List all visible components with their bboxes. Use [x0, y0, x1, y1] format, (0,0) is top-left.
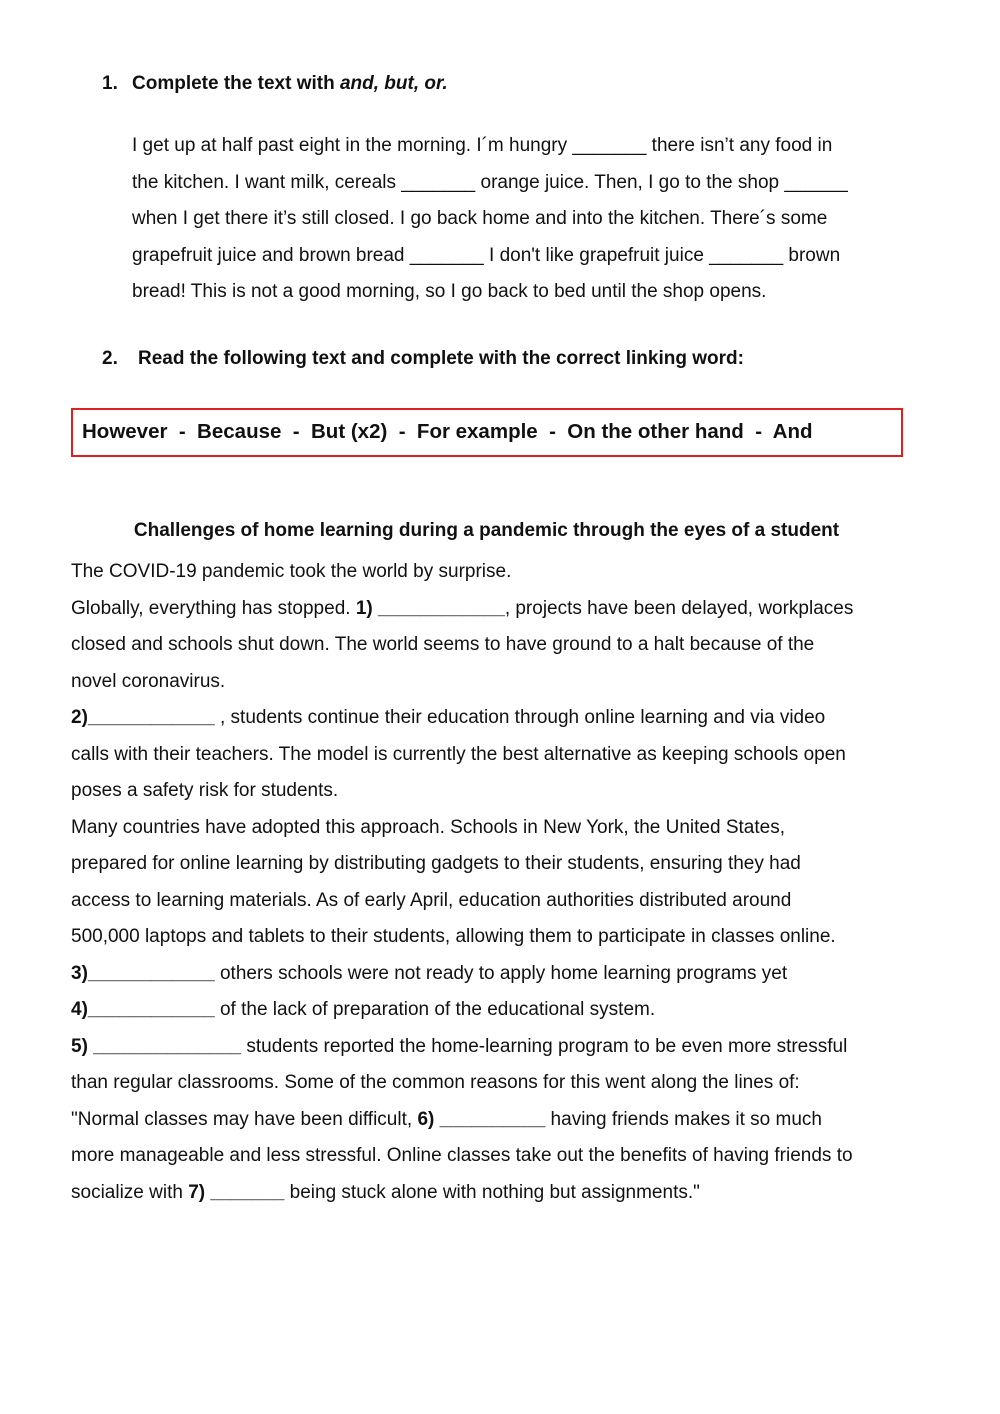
article-line [71, 554, 951, 591]
article-line [71, 1065, 951, 1102]
article-line-text: Globally, everything has stopped. [71, 597, 356, 619]
article-line [71, 591, 951, 628]
article-line-text: of the lack of preparation of the educational system. [214, 999, 656, 1020]
article-line-text: more manageable and less stressful. Online classes take out the benefits of having friends to [71, 1145, 853, 1166]
exercise-1-number: 1. [102, 73, 118, 94]
answer-blank[interactable]: 1) ____________ [355, 597, 505, 619]
article-line-text: having friends makes it so much [545, 1108, 822, 1130]
exercise-1-instruction-words: and, but, or. [339, 73, 448, 94]
word-bank-box: However - Because - But (x2) - For example - On the other hand - And [71, 408, 903, 457]
article-line [71, 664, 951, 701]
article-line [71, 810, 951, 847]
exercise-1-line: I get up at half past eight in the morning. I´m hungry _______ there isn’t any food in [132, 135, 833, 156]
article-line-text: calls with their teachers. The model is currently the best alternative as keeping schools open [71, 743, 846, 765]
article-body [71, 554, 951, 1211]
article-line-text: students reported the home-learning program to be even more stressful [241, 1035, 848, 1057]
article-line-text: socialize with [71, 1181, 189, 1203]
exercise-1-heading [102, 73, 448, 95]
answer-blank[interactable]: 5) ______________ [71, 1035, 242, 1057]
article-line [71, 883, 951, 920]
article-line [71, 700, 951, 737]
exercise-1-line: the kitchen. I want milk, cereals _______ orange juice. Then, I go to the shop ______ [132, 171, 848, 193]
exercise-2-number: 2. [102, 348, 118, 369]
answer-blank[interactable]: 7) _______ [188, 1181, 285, 1203]
exercise-1-paragraph [132, 128, 912, 311]
article-line [71, 992, 951, 1029]
article-line [71, 1029, 951, 1066]
article-line-text: prepared for online learning by distributing gadgets to their students, ensuring they had [71, 853, 801, 874]
article-line-text: The COVID-19 pandemic took the world by surprise. [71, 561, 512, 582]
article-line-text: 500,000 laptops and tablets to their students, allowing them to participate in classes online. [71, 926, 836, 947]
article-line [71, 1138, 951, 1175]
article-line [71, 737, 951, 774]
article-line-text: , projects have been delayed, workplaces [504, 597, 854, 619]
article-line-text: poses a safety risk for students. [71, 780, 339, 801]
article-line [71, 773, 951, 810]
article-line-text: "Normal classes may have been difficult, [71, 1108, 418, 1130]
article-line-text: Many countries have adopted this approach. Schools in New York, the United States, [71, 816, 785, 838]
answer-blank[interactable]: 2)____________ [71, 707, 215, 728]
article-line-text: being stuck alone with nothing but assignments." [284, 1181, 700, 1203]
article-line [71, 846, 951, 883]
article-line [71, 956, 951, 993]
article-line [71, 1175, 951, 1212]
article-line [71, 1102, 951, 1139]
article-line [71, 627, 951, 664]
article-line-text: than regular classrooms. Some of the common reasons for this went along the lines of: [71, 1072, 800, 1093]
exercise-1-instruction: Complete the text with [132, 73, 340, 94]
article-line-text: , students continue their education through online learning and via video [214, 707, 826, 728]
article-title: Challenges of home learning during a pandemic through the eyes of a student [133, 520, 840, 541]
answer-blank[interactable]: 4)____________ [71, 999, 215, 1020]
exercise-1-line: when I get there it’s still closed. I go back home and into the kitchen. There´s some [132, 208, 828, 229]
article-line-text: closed and schools shut down. The world seems to have ground to a halt because of the [71, 634, 815, 655]
article-line-text: others schools were not ready to apply home learning programs yet [214, 962, 788, 984]
article-line [71, 919, 951, 956]
answer-blank[interactable]: 6) __________ [417, 1108, 546, 1130]
article-line-text: novel coronavirus. [71, 670, 226, 692]
answer-blank[interactable]: 3)____________ [71, 962, 215, 984]
exercise-2-instruction: Read the following text and complete with the correct linking word: [138, 348, 744, 369]
article-line-text: access to learning materials. As of early April, education authorities distributed around [71, 889, 792, 911]
exercise-1-line: bread! This is not a good morning, so I go back to bed until the shop opens. [132, 281, 767, 302]
exercise-1-line: grapefruit juice and brown bread _______ I don't like grapefruit juice _______ brown [132, 244, 841, 266]
exercise-2-heading [102, 348, 744, 370]
